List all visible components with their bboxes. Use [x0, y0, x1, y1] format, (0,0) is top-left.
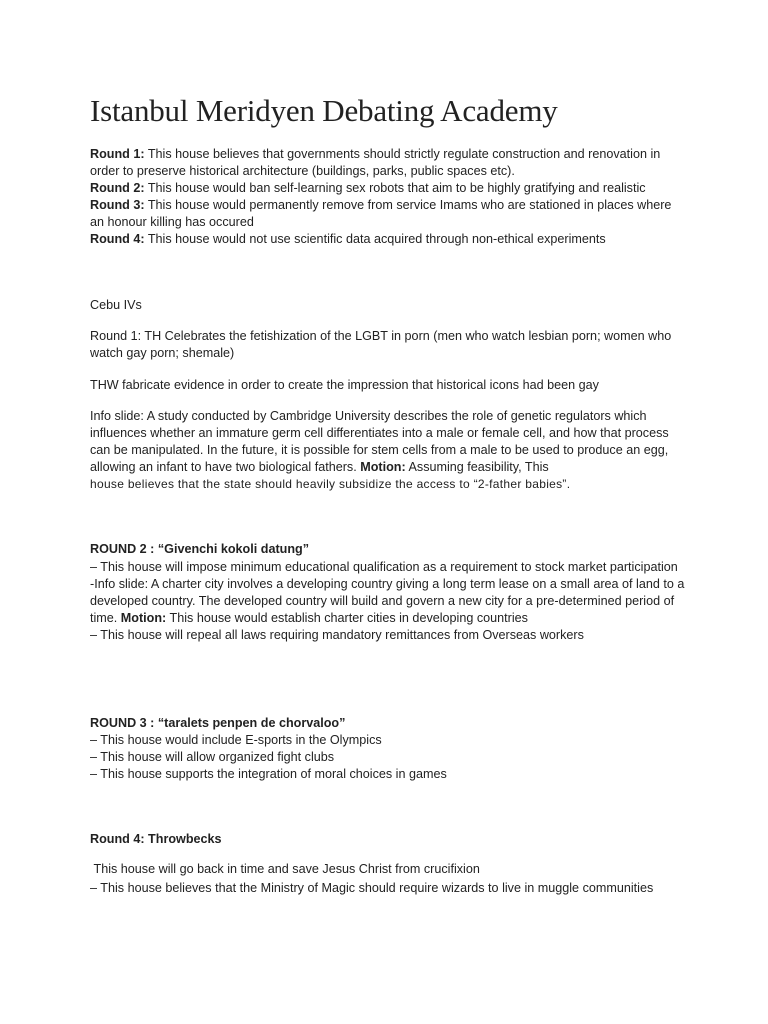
motion-line: – This house would include E-sports in the Olympics — [90, 733, 382, 747]
motion-text: This house would establish charter cities in developing countries — [166, 611, 528, 625]
cebu-motion: THW fabricate evidence in order to create the impression that historical icons had been gay — [90, 378, 599, 392]
motion-label: Motion: — [360, 460, 406, 474]
round-text: This house believes that governments should strictly regulate construction and renovation in order to preserve historical architecture (buildings, parks, public spaces etc). — [90, 147, 661, 178]
round2-body — [90, 559, 685, 644]
round4-line1: This house will go back in time and save Jesus Christ from crucifixion — [90, 862, 480, 876]
round4-heading: Round 4: Throwbecks — [90, 832, 222, 846]
round-label: Round 3: — [90, 198, 145, 212]
round3-body — [90, 732, 685, 783]
round-label: Round 4: — [90, 232, 145, 246]
round-item — [90, 180, 685, 197]
round-item — [90, 146, 685, 180]
round-label: Round 1: — [90, 147, 145, 161]
round-text: This house would permanently remove from service Imams who are stationed in places where an honour killing has occured — [90, 198, 672, 229]
motion-line: – This house supports the integration of moral choices in games — [90, 767, 447, 781]
istanbul-rounds — [90, 146, 685, 248]
round-label: Round 2: — [90, 181, 145, 195]
motion-text-cont: house believes that the state should heavily subsidize the access to “2-father babies”. — [90, 477, 571, 491]
motion-line: – This house will allow organized fight clubs — [90, 750, 335, 764]
motion-label: Motion: — [120, 611, 167, 625]
cebu-round1: Round 1: TH Celebrates the fetishization of the LGBT in porn (men who watch lesbian porn; women who watch gay porn; shemale) — [90, 329, 672, 360]
round2-heading: ROUND 2 : “Givenchi kokoli datung” — [90, 542, 310, 556]
cebu-heading: Cebu IVs — [90, 298, 142, 312]
info-text: -Info slide: A charter city involves a developing country giving a long term lease on a small area of land to a developed country. The developed country will build and govern a new city for a pre-determined period of time. — [90, 577, 685, 625]
cebu-info-slide — [90, 408, 685, 493]
motion-line: – This house will repeal all laws requiring mandatory remittances from Overseas workers — [90, 628, 584, 642]
info-text: Info slide: A study conducted by Cambridge University describes the role of genetic regulators which influences whether an immature germ cell differentiates into a male or female cell, and how that process can be manipulated. In the future, it is possible for stem cells from a male to be used to produce an egg, allowing an infant to have two biological fathers. — [90, 409, 669, 474]
motion-line: – This house will impose minimum educational qualification as a requirement to stock market participation — [90, 560, 678, 574]
info-slide — [90, 576, 685, 627]
round-item — [90, 231, 685, 248]
page-title: Istanbul Meridyen Debating Academy — [90, 93, 558, 128]
round-text: This house would not use scientific data acquired through non-ethical experiments — [144, 232, 606, 246]
round4-line2: – This house believes that the Ministry of Magic should require wizards to live in muggle communities — [90, 881, 654, 895]
motion-text: Assuming feasibility, This — [405, 460, 549, 474]
round3-heading: ROUND 3 : “taralets penpen de chorvaloo” — [90, 716, 346, 730]
round-text: This house would ban self-learning sex robots that aim to be highly gratifying and realistic — [144, 181, 646, 195]
round-item — [90, 197, 685, 231]
